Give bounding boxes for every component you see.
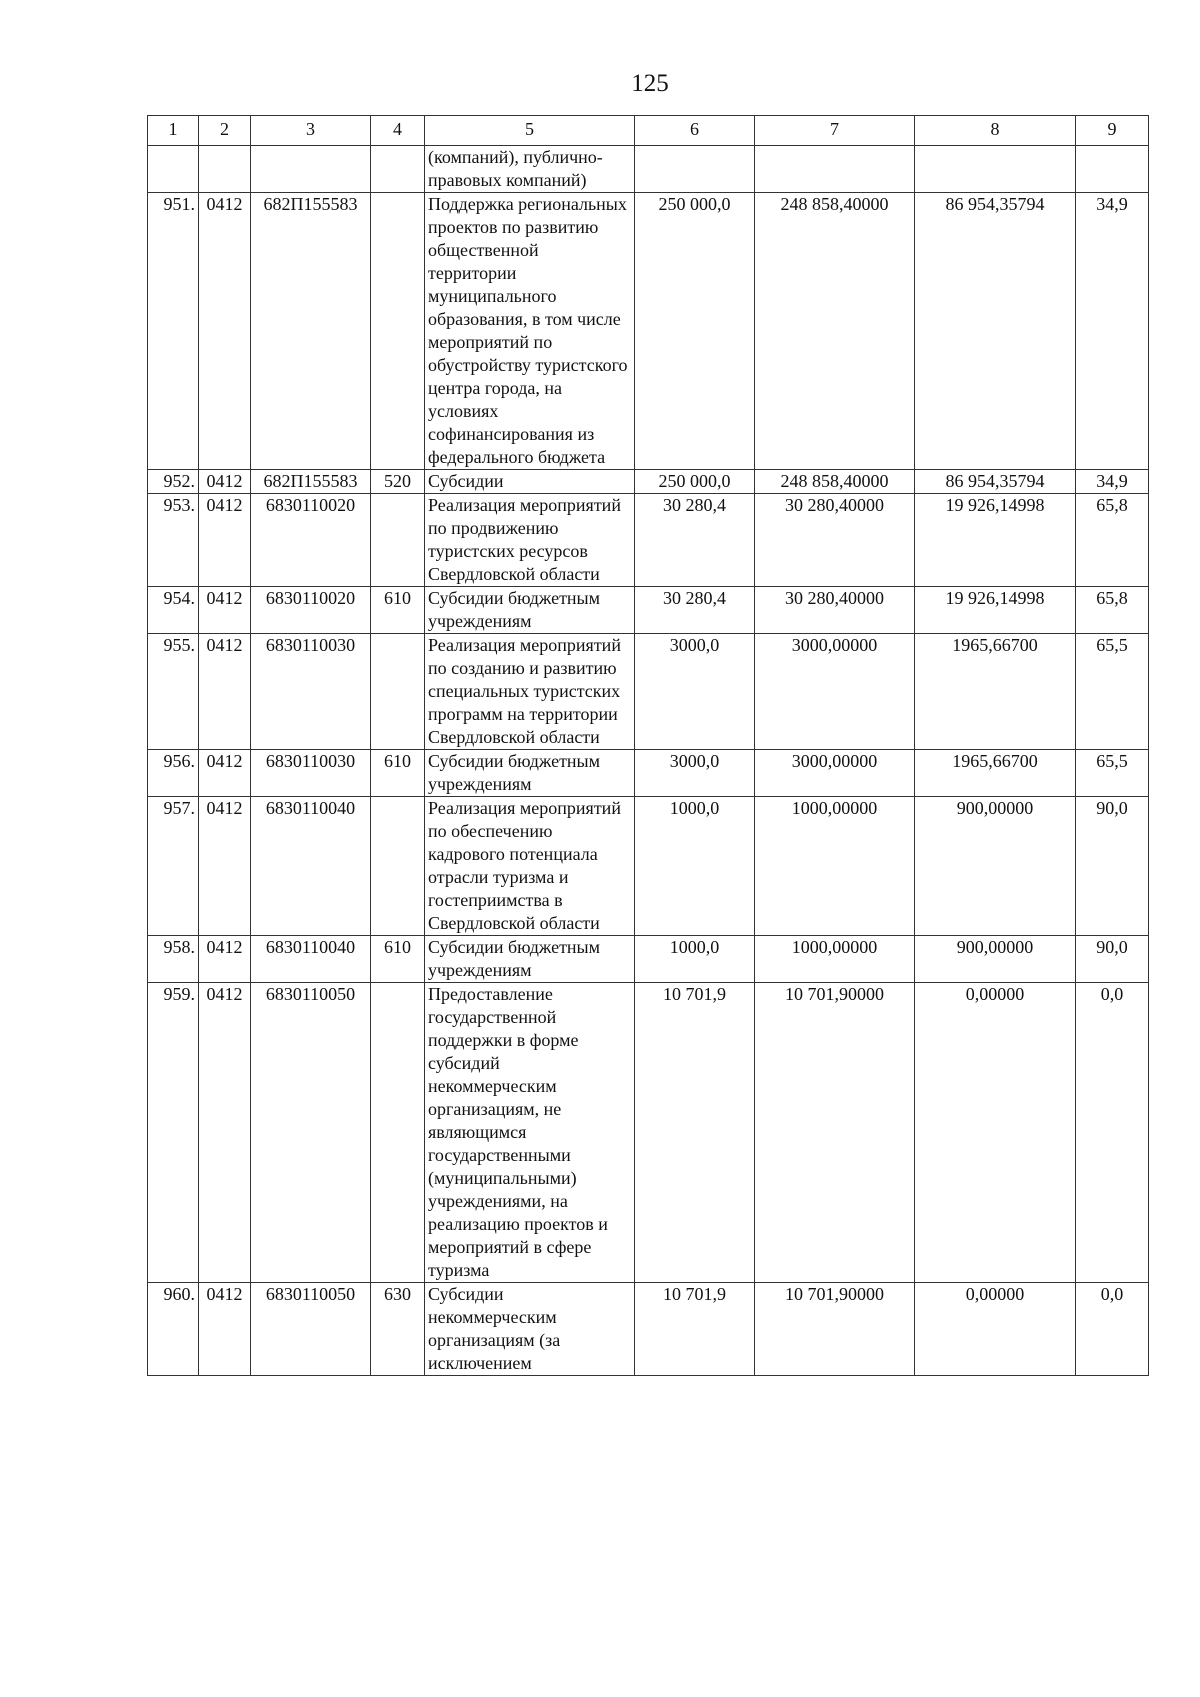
- cell-col8: 1965,66700: [915, 750, 1076, 797]
- cell-col8: 86 954,35794: [915, 470, 1076, 494]
- cell-type: 610: [371, 936, 425, 983]
- cell-type: [371, 634, 425, 750]
- header-row: [148, 116, 1149, 146]
- cell-col8: 0,00000: [915, 983, 1076, 1283]
- cell-col8: 900,00000: [915, 936, 1076, 983]
- cell-col8: [915, 146, 1076, 193]
- cell-col7: 3000,00000: [755, 750, 915, 797]
- cell-col9: 0,0: [1076, 983, 1149, 1283]
- cell-col6: 1000,0: [635, 936, 755, 983]
- cell-col8: 86 954,35794: [915, 193, 1076, 470]
- cell-col7: 1000,00000: [755, 936, 915, 983]
- cell-col9: 65,8: [1076, 587, 1149, 634]
- cell-col6: 3000,0: [635, 750, 755, 797]
- table-row: [148, 494, 1149, 587]
- cell-code: 6830110030: [251, 634, 371, 750]
- cell-type: [371, 494, 425, 587]
- cell-col6: 1000,0: [635, 797, 755, 936]
- cell-col7: 248 858,40000: [755, 193, 915, 470]
- cell-code: 6830110020: [251, 587, 371, 634]
- cell-col7: 10 701,90000: [755, 983, 915, 1283]
- cell-section: 0412: [199, 494, 251, 587]
- cell-section: 0412: [199, 193, 251, 470]
- cell-num: 960.: [148, 1283, 199, 1376]
- continuation-row: [148, 146, 1149, 193]
- cell-col9: 90,0: [1076, 797, 1149, 936]
- table-row: [148, 1283, 1149, 1376]
- cell-type: 630: [371, 1283, 425, 1376]
- cell-col7: 1000,00000: [755, 797, 915, 936]
- cell-col6: 3000,0: [635, 634, 755, 750]
- cell-description: Поддержка региональных проектов по развитию общественной территории муниципального образования, в том числе мероприятий по обустройству туристского центра города, на условиях софинансирования из федерального бюджета: [425, 193, 635, 470]
- cell-type: [371, 193, 425, 470]
- cell-type: [371, 797, 425, 936]
- cell-code: 6830110040: [251, 797, 371, 936]
- cell-description: Субсидии: [425, 470, 635, 494]
- cell-code: 6830110050: [251, 1283, 371, 1376]
- cell-col8: 0,00000: [915, 1283, 1076, 1376]
- cell-section: 0412: [199, 936, 251, 983]
- header-cell: 2: [199, 116, 251, 146]
- cell-num: 958.: [148, 936, 199, 983]
- cell-col7: 10 701,90000: [755, 1283, 915, 1376]
- cell-col9: 90,0: [1076, 936, 1149, 983]
- cell-section: 0412: [199, 750, 251, 797]
- cell-section: 0412: [199, 587, 251, 634]
- cell-col7: 30 280,40000: [755, 587, 915, 634]
- cell-col6: 10 701,9: [635, 1283, 755, 1376]
- cell-section: [199, 146, 251, 193]
- cell-num: 952.: [148, 470, 199, 494]
- cell-col9: [1076, 146, 1149, 193]
- cell-description: Предоставление государственной поддержки в форме субсидий некоммерческим организациям, не являющимся государственными (муниципальными) учреждениями, на реализацию проектов и мероприятий в сфере туризма: [425, 983, 635, 1283]
- cell-col7: 3000,00000: [755, 634, 915, 750]
- header-cell: 8: [915, 116, 1076, 146]
- cell-num: 959.: [148, 983, 199, 1283]
- table-row: [148, 936, 1149, 983]
- cell-col9: 34,9: [1076, 470, 1149, 494]
- cell-section: 0412: [199, 797, 251, 936]
- table-row: [148, 750, 1149, 797]
- cell-section: 0412: [199, 983, 251, 1283]
- table-row: [148, 634, 1149, 750]
- cell-col6: 250 000,0: [635, 470, 755, 494]
- cell-col7: 248 858,40000: [755, 470, 915, 494]
- header-cell: 7: [755, 116, 915, 146]
- cell-description: Субсидии бюджетным учреждениям: [425, 936, 635, 983]
- cell-num: 951.: [148, 193, 199, 470]
- page-number: 125: [631, 70, 669, 97]
- cell-col6: [635, 146, 755, 193]
- cell-num: 956.: [148, 750, 199, 797]
- cell-num: 955.: [148, 634, 199, 750]
- cell-description: Реализация мероприятий по продвижению туристских ресурсов Свердловской области: [425, 494, 635, 587]
- header-cell: 1: [148, 116, 199, 146]
- cell-code: 6830110030: [251, 750, 371, 797]
- cell-col6: 250 000,0: [635, 193, 755, 470]
- cell-type: [371, 983, 425, 1283]
- cell-col6: 10 701,9: [635, 983, 755, 1283]
- cell-col9: 0,0: [1076, 1283, 1149, 1376]
- cell-type: 610: [371, 750, 425, 797]
- cell-col8: 19 926,14998: [915, 587, 1076, 634]
- cell-col8: 19 926,14998: [915, 494, 1076, 587]
- header-cell: 3: [251, 116, 371, 146]
- cell-num: 953.: [148, 494, 199, 587]
- header-cell: 6: [635, 116, 755, 146]
- header-cell: 4: [371, 116, 425, 146]
- cell-col9: 34,9: [1076, 193, 1149, 470]
- table-row: [148, 587, 1149, 634]
- cell-code: 6830110020: [251, 494, 371, 587]
- cell-col8: 1965,66700: [915, 634, 1076, 750]
- table-row: [148, 193, 1149, 470]
- table-row: [148, 470, 1149, 494]
- cell-col9: 65,5: [1076, 750, 1149, 797]
- header-cell: 9: [1076, 116, 1149, 146]
- cell-section: 0412: [199, 470, 251, 494]
- cell-description: (компаний), публично-правовых компаний): [425, 146, 635, 193]
- cell-col7: [755, 146, 915, 193]
- cell-col9: 65,5: [1076, 634, 1149, 750]
- cell-section: 0412: [199, 1283, 251, 1376]
- cell-code: 682П155583: [251, 470, 371, 494]
- cell-type: 520: [371, 470, 425, 494]
- cell-num: [148, 146, 199, 193]
- cell-num: 957.: [148, 797, 199, 936]
- cell-description: Субсидии бюджетным учреждениям: [425, 587, 635, 634]
- cell-code: 682П155583: [251, 193, 371, 470]
- cell-code: 6830110040: [251, 936, 371, 983]
- cell-section: 0412: [199, 634, 251, 750]
- cell-description: Субсидии некоммерческим организациям (за исключением: [425, 1283, 635, 1376]
- header-cell: 5: [425, 116, 635, 146]
- cell-type: 610: [371, 587, 425, 634]
- cell-col8: 900,00000: [915, 797, 1076, 936]
- cell-col9: 65,8: [1076, 494, 1149, 587]
- cell-col6: 30 280,4: [635, 587, 755, 634]
- cell-num: 954.: [148, 587, 199, 634]
- cell-col7: 30 280,40000: [755, 494, 915, 587]
- cell-type: [371, 146, 425, 193]
- cell-code: 6830110050: [251, 983, 371, 1283]
- cell-description: Субсидии бюджетным учреждениям: [425, 750, 635, 797]
- table-row: [148, 797, 1149, 936]
- cell-description: Реализация мероприятий по созданию и развитию специальных туристских программ на территории Свердловской области: [425, 634, 635, 750]
- budget-table: [147, 115, 1149, 1376]
- cell-col6: 30 280,4: [635, 494, 755, 587]
- cell-code: [251, 146, 371, 193]
- table-row: [148, 983, 1149, 1283]
- cell-description: Реализация мероприятий по обеспечению кадрового потенциала отрасли туризма и гостеприимства в Свердловской области: [425, 797, 635, 936]
